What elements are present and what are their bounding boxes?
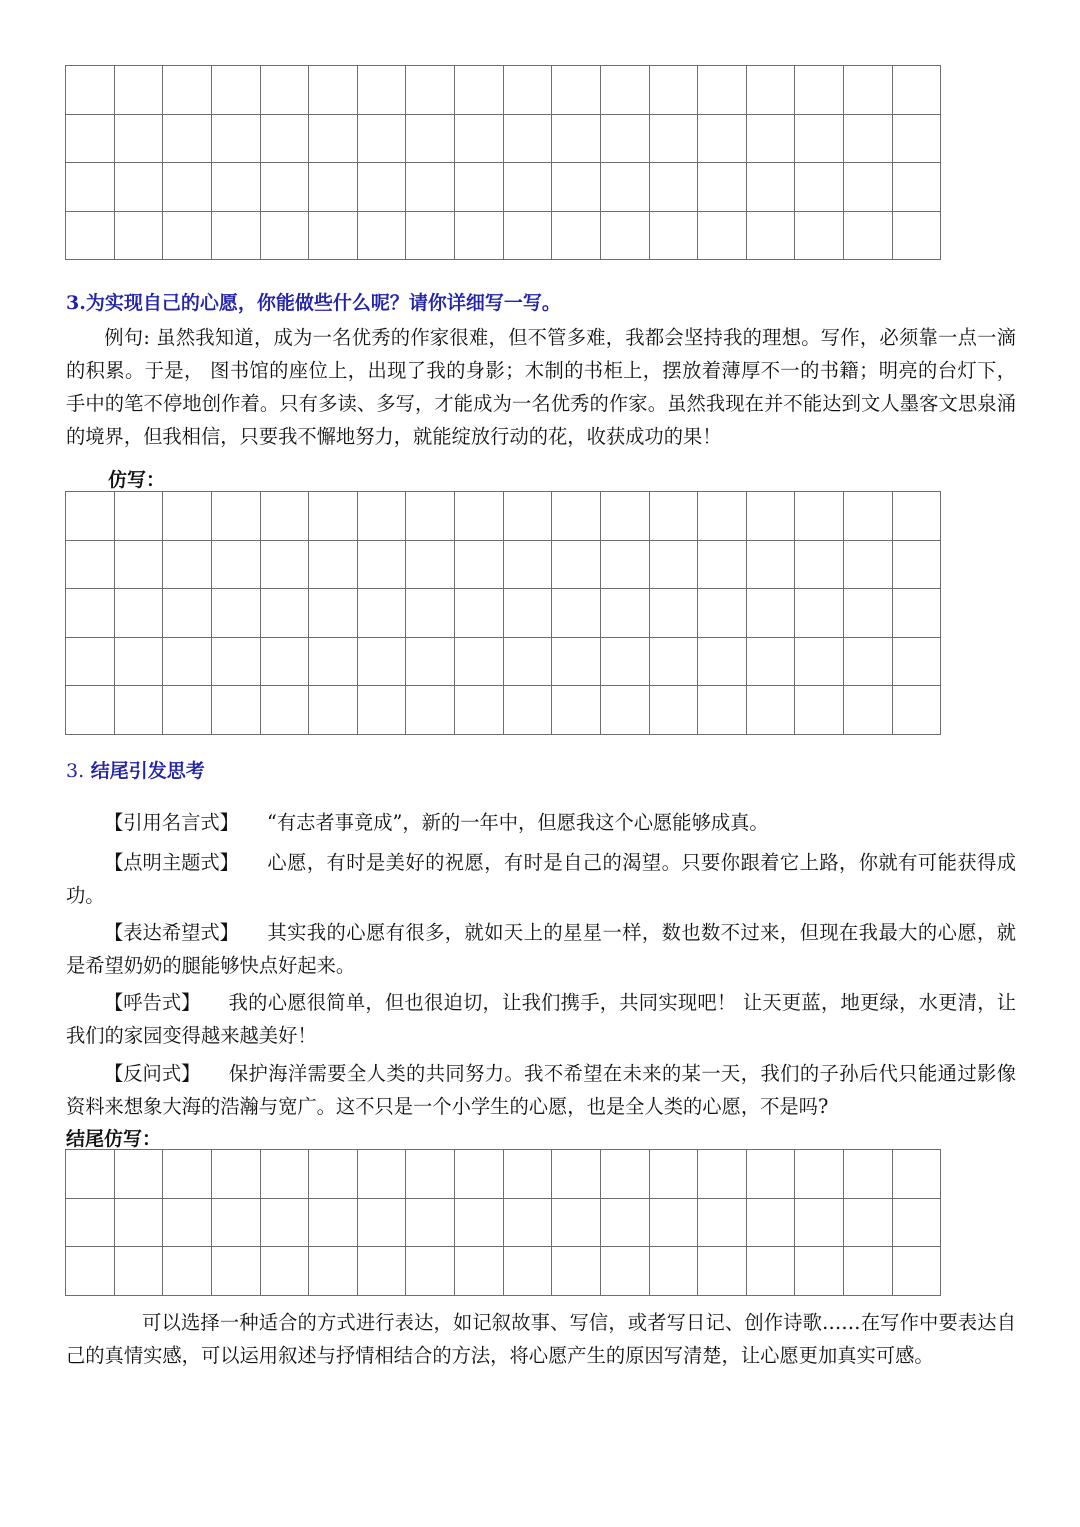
grid-cell[interactable] (552, 686, 601, 735)
grid-cell[interactable] (66, 686, 115, 735)
grid-cell[interactable] (795, 163, 844, 212)
ending-example-hope (66, 916, 1016, 982)
grid-cell[interactable] (746, 66, 795, 115)
grid-cell[interactable] (746, 589, 795, 638)
grid-cell[interactable] (844, 114, 893, 163)
grid-cell[interactable] (552, 492, 601, 541)
grid-cell[interactable] (260, 637, 309, 686)
grid-cell[interactable] (600, 114, 649, 163)
grid-cell[interactable] (357, 686, 406, 735)
grid-cell[interactable] (503, 66, 552, 115)
grid-cell[interactable] (698, 686, 747, 735)
grid-cell[interactable] (66, 163, 115, 212)
grid-cell[interactable] (309, 540, 358, 589)
grid-cell[interactable] (844, 686, 893, 735)
example-label: 例句 (104, 326, 144, 349)
grid-cell[interactable] (503, 589, 552, 638)
imitation-label: 仿写： (108, 469, 166, 491)
grid-cell[interactable] (746, 1247, 795, 1296)
grid-cell[interactable] (503, 211, 552, 260)
grid-cell[interactable] (260, 589, 309, 638)
grid-cell[interactable] (114, 492, 163, 541)
grid-cell[interactable] (649, 1198, 698, 1247)
grid-cell[interactable] (163, 686, 212, 735)
grid-cell[interactable] (844, 211, 893, 260)
grid-cell[interactable] (600, 66, 649, 115)
grid-cell[interactable] (552, 637, 601, 686)
grid-cell[interactable] (600, 589, 649, 638)
grid-cell[interactable] (698, 1247, 747, 1296)
grid-cell[interactable] (746, 163, 795, 212)
grid-cell[interactable] (455, 1150, 504, 1199)
grid-cell[interactable] (503, 114, 552, 163)
grid-cell[interactable] (260, 686, 309, 735)
grid-cell[interactable] (649, 211, 698, 260)
grid-cell[interactable] (698, 589, 747, 638)
grid-cell[interactable] (649, 1247, 698, 1296)
grid-cell[interactable] (114, 1247, 163, 1296)
grid-cell[interactable] (309, 211, 358, 260)
grid-cell[interactable] (892, 163, 941, 212)
grid-cell[interactable] (163, 1247, 212, 1296)
grid-cell[interactable] (892, 211, 941, 260)
grid-cell[interactable] (552, 211, 601, 260)
grid-cell[interactable] (211, 492, 260, 541)
grid-cell[interactable] (600, 211, 649, 260)
grid-cell[interactable] (114, 114, 163, 163)
grid-cell[interactable] (260, 114, 309, 163)
grid-cell[interactable] (892, 540, 941, 589)
section-3b-heading (66, 756, 205, 783)
grid-cell[interactable] (600, 1247, 649, 1296)
grid-cell[interactable] (844, 637, 893, 686)
grid-cell[interactable] (746, 1198, 795, 1247)
writing-grid-top[interactable] (65, 65, 941, 260)
grid-cell[interactable] (260, 492, 309, 541)
ending-text: 其实我的心愿有很多，就如天上的星星一样，数也数不过来，但现在我最大的心愿，就是希望奶奶的腿能够快点好起来。 (66, 921, 1016, 977)
grid-cell[interactable] (455, 540, 504, 589)
grid-cell[interactable] (746, 1150, 795, 1199)
grid-cell[interactable] (795, 589, 844, 638)
grid-cell[interactable] (600, 637, 649, 686)
ending-example-rhetorical (66, 1057, 1016, 1123)
grid-cell[interactable] (698, 66, 747, 115)
ending-tag: 【反问式】 (104, 1062, 201, 1085)
grid-cell[interactable] (795, 211, 844, 260)
grid-cell[interactable] (114, 637, 163, 686)
grid-cell[interactable] (795, 540, 844, 589)
grid-cell[interactable] (649, 66, 698, 115)
grid-cell[interactable] (795, 686, 844, 735)
grid-cell[interactable] (406, 114, 455, 163)
grid-cell[interactable] (600, 686, 649, 735)
grid-cell[interactable] (163, 114, 212, 163)
grid-cell[interactable] (600, 163, 649, 212)
grid-cell[interactable] (698, 114, 747, 163)
grid-cell[interactable] (455, 686, 504, 735)
grid-cell[interactable] (211, 686, 260, 735)
grid-cell[interactable] (309, 163, 358, 212)
grid-cell[interactable] (892, 686, 941, 735)
grid-cell[interactable] (892, 492, 941, 541)
ending-tag: 【点明主题式】 (104, 851, 239, 874)
grid-cell[interactable] (455, 66, 504, 115)
grid-cell[interactable] (552, 540, 601, 589)
grid-cell[interactable] (163, 66, 212, 115)
grid-cell[interactable] (211, 163, 260, 212)
grid-cell[interactable] (406, 211, 455, 260)
ending-text: 我的心愿很简单，但也很迫切，让我们携手，共同实现吧！ 让天更蓝，地更绿，水更清，让我们的家园变得越来越美好！ (66, 991, 1016, 1047)
grid-cell[interactable] (649, 686, 698, 735)
grid-cell[interactable] (649, 163, 698, 212)
grid-cell[interactable] (163, 1198, 212, 1247)
grid-cell[interactable] (66, 1198, 115, 1247)
grid-cell[interactable] (552, 1150, 601, 1199)
grid-cell[interactable] (844, 589, 893, 638)
grid-cell[interactable] (746, 637, 795, 686)
grid-cell[interactable] (309, 637, 358, 686)
grid-cell[interactable] (795, 114, 844, 163)
grid-cell[interactable] (503, 163, 552, 212)
grid-cell[interactable] (649, 540, 698, 589)
closing-note-text: 可以选择一种适合的方式进行表达，如记叙故事、写信，或者写日记、创作诗歌……在写作中要表达自己的真情实感，可以运用叙述与抒情相结合的方法，将心愿产生的原因写清楚，让心愿更加真实可感。 (66, 1311, 1016, 1367)
grid-cell[interactable] (406, 1150, 455, 1199)
grid-cell[interactable] (892, 1247, 941, 1296)
grid-cell[interactable] (795, 1198, 844, 1247)
grid-cell[interactable] (260, 1150, 309, 1199)
grid-row (66, 637, 941, 686)
grid-cell[interactable] (309, 1198, 358, 1247)
grid-cell[interactable] (649, 492, 698, 541)
grid-cell[interactable] (746, 114, 795, 163)
grid-cell[interactable] (309, 114, 358, 163)
grid-cell[interactable] (698, 1150, 747, 1199)
grid-cell[interactable] (309, 492, 358, 541)
grid-cell[interactable] (357, 1247, 406, 1296)
grid-cell[interactable] (892, 1150, 941, 1199)
grid-cell[interactable] (844, 66, 893, 115)
grid-cell[interactable] (600, 492, 649, 541)
grid-cell[interactable] (211, 1247, 260, 1296)
grid-cell[interactable] (795, 637, 844, 686)
grid-row (66, 1150, 941, 1199)
grid-cell[interactable] (844, 492, 893, 541)
ending-tag: 【呼告式】 (104, 991, 201, 1014)
grid-cell[interactable] (698, 637, 747, 686)
grid-cell[interactable] (357, 211, 406, 260)
grid-cell[interactable] (795, 492, 844, 541)
grid-cell[interactable] (163, 163, 212, 212)
section-3b-number: 3. (66, 760, 85, 782)
grid-cell[interactable] (844, 1198, 893, 1247)
grid-cell[interactable] (892, 1198, 941, 1247)
grid-row (66, 1198, 941, 1247)
grid-cell[interactable] (163, 1150, 212, 1199)
grid-cell[interactable] (66, 1150, 115, 1199)
grid-cell[interactable] (211, 66, 260, 115)
grid-cell[interactable] (406, 1247, 455, 1296)
grid-cell[interactable] (163, 492, 212, 541)
grid-cell[interactable] (406, 637, 455, 686)
grid-cell[interactable] (260, 66, 309, 115)
grid-cell[interactable] (552, 1198, 601, 1247)
grid-cell[interactable] (649, 114, 698, 163)
grid-cell[interactable] (552, 114, 601, 163)
grid-row (66, 492, 941, 541)
grid-cell[interactable] (114, 1198, 163, 1247)
grid-cell[interactable] (66, 211, 115, 260)
grid-cell[interactable] (211, 1198, 260, 1247)
grid-cell[interactable] (552, 163, 601, 212)
grid-cell[interactable] (211, 540, 260, 589)
grid-cell[interactable] (503, 540, 552, 589)
ending-example-theme (66, 846, 1016, 912)
grid-cell[interactable] (114, 1150, 163, 1199)
closing-note (66, 1306, 1016, 1372)
grid-cell[interactable] (649, 589, 698, 638)
grid-cell[interactable] (503, 1247, 552, 1296)
grid-cell[interactable] (406, 492, 455, 541)
grid-cell[interactable] (211, 114, 260, 163)
grid-cell[interactable] (503, 492, 552, 541)
grid-cell[interactable] (309, 1150, 358, 1199)
grid-cell[interactable] (892, 66, 941, 115)
ending-text: 心愿，有时是美好的祝愿，有时是自己的渴望。只要你跟着它上路，你就有可能获得成功。 (66, 851, 1016, 907)
grid-cell[interactable] (357, 492, 406, 541)
grid-cell[interactable] (309, 589, 358, 638)
grid-cell[interactable] (746, 686, 795, 735)
grid-row (66, 1247, 941, 1296)
grid-cell[interactable] (698, 540, 747, 589)
grid-cell[interactable] (600, 540, 649, 589)
grid-cell[interactable] (649, 637, 698, 686)
grid-cell[interactable] (455, 637, 504, 686)
grid-cell[interactable] (309, 686, 358, 735)
grid-cell[interactable] (892, 114, 941, 163)
grid-cell[interactable] (211, 589, 260, 638)
grid-cell[interactable] (211, 1150, 260, 1199)
grid-cell[interactable] (114, 540, 163, 589)
ending-example-quote (66, 806, 1016, 839)
ending-text: “有志者事竟成”，新的一年中，但愿我这个心愿能够成真。 (266, 811, 769, 834)
grid-cell[interactable] (309, 1247, 358, 1296)
grid-row (66, 540, 941, 589)
example-paragraph: 例句: 虽然我知道，成为一名优秀的作家很难，但不管多难，我都会坚持我的理想。写作，必须靠一点一滴的积累。于是， 图书馆的座位上，出现了我的身影；木制的书柜上，摆放着薄厚不一的书籍；明亮的台灯下，手中的笔不停地创作着。只有多读、多写，才能成为一名优秀的作家。虽然我现在并不能达到文人墨客文思泉涌的境界，但我相信，只要我不懈地努力，就能绽放行动的花，收获成功的果！ (66, 326, 1016, 448)
grid-cell[interactable] (66, 1247, 115, 1296)
grid-cell[interactable] (163, 540, 212, 589)
grid-cell[interactable] (455, 114, 504, 163)
grid-cell[interactable] (357, 589, 406, 638)
grid-cell[interactable] (844, 163, 893, 212)
grid-cell[interactable] (455, 589, 504, 638)
grid-cell[interactable] (357, 1198, 406, 1247)
section-3b-title: 结尾引发思考 (90, 760, 205, 782)
grid-cell[interactable] (211, 211, 260, 260)
grid-cell[interactable] (455, 211, 504, 260)
example-text: 虽然我知道，成为一名优秀的作家很难，但不管多难，我都会坚持我的理想。写作，必须靠一点一滴的积累。于是， 图书馆的座位上，出现了我的身影；木制的书柜上，摆放着薄厚不一的书籍；明亮的台灯下，手中的笔不停地创作着。只有多读、多写，才能成为一名优秀的作家。虽然我现在并不能达到文人墨客文思泉涌的境界，但我相信，只要我不懈地努力，就能绽放行动的花，收获成功的果！ (66, 326, 1016, 448)
grid-cell[interactable] (455, 1198, 504, 1247)
grid-cell[interactable] (795, 66, 844, 115)
grid-cell[interactable] (746, 492, 795, 541)
grid-cell[interactable] (114, 589, 163, 638)
grid-cell[interactable] (114, 686, 163, 735)
grid-row (66, 589, 941, 638)
grid-cell[interactable] (698, 492, 747, 541)
grid-cell[interactable] (163, 589, 212, 638)
grid-cell[interactable] (698, 163, 747, 212)
grid-cell[interactable] (455, 163, 504, 212)
grid-cell[interactable] (66, 492, 115, 541)
grid-cell[interactable] (600, 1198, 649, 1247)
grid-cell[interactable] (406, 540, 455, 589)
grid-cell[interactable] (455, 492, 504, 541)
grid-cell[interactable] (698, 211, 747, 260)
grid-cell[interactable] (357, 1150, 406, 1199)
grid-cell[interactable] (892, 637, 941, 686)
grid-cell[interactable] (357, 114, 406, 163)
grid-cell[interactable] (260, 163, 309, 212)
grid-cell[interactable] (406, 1198, 455, 1247)
grid-cell[interactable] (114, 66, 163, 115)
grid-cell[interactable] (455, 1247, 504, 1296)
grid-cell[interactable] (844, 1247, 893, 1296)
grid-cell[interactable] (114, 211, 163, 260)
grid-cell[interactable] (260, 1247, 309, 1296)
grid-cell[interactable] (892, 589, 941, 638)
grid-cell[interactable] (357, 66, 406, 115)
ending-example-appeal (66, 986, 1016, 1052)
grid-cell[interactable] (795, 1150, 844, 1199)
grid-cell[interactable] (211, 637, 260, 686)
grid-row (66, 66, 941, 115)
grid-cell[interactable] (844, 540, 893, 589)
grid-row (66, 114, 941, 163)
grid-cell[interactable] (844, 1150, 893, 1199)
grid-cell[interactable] (503, 1198, 552, 1247)
grid-cell[interactable] (406, 589, 455, 638)
grid-cell[interactable] (698, 1198, 747, 1247)
grid-cell[interactable] (66, 114, 115, 163)
grid-cell[interactable] (66, 637, 115, 686)
grid-cell[interactable] (66, 589, 115, 638)
grid-cell[interactable] (114, 163, 163, 212)
grid-cell[interactable] (163, 637, 212, 686)
grid-cell[interactable] (260, 211, 309, 260)
grid-cell[interactable] (746, 540, 795, 589)
ending-tag: 【表达希望式】 (104, 921, 239, 944)
grid-row (66, 163, 941, 212)
grid-cell[interactable] (357, 163, 406, 212)
grid-row (66, 211, 941, 260)
grid-cell[interactable] (600, 1150, 649, 1199)
grid-cell[interactable] (163, 211, 212, 260)
ending-tag: 【引用名言式】 (104, 811, 239, 834)
grid-cell[interactable] (260, 1198, 309, 1247)
grid-cell[interactable] (406, 163, 455, 212)
writing-grid-imitation[interactable] (65, 491, 941, 735)
grid-cell[interactable] (552, 589, 601, 638)
grid-cell[interactable] (406, 686, 455, 735)
grid-cell[interactable] (746, 211, 795, 260)
grid-cell[interactable] (503, 1150, 552, 1199)
grid-cell[interactable] (406, 66, 455, 115)
grid-cell[interactable] (503, 686, 552, 735)
section-3-question: 3.为实现自己的心愿，你能做些什么呢？请你详细写一写。 (66, 292, 561, 314)
grid-cell[interactable] (649, 1150, 698, 1199)
grid-cell[interactable] (309, 66, 358, 115)
grid-cell[interactable] (795, 1247, 844, 1296)
grid-cell[interactable] (66, 540, 115, 589)
grid-cell[interactable] (552, 66, 601, 115)
ending-text: 保护海洋需要全人类的共同努力。我不希望在未来的某一天，我们的子孙后代只能通过影像资料来想象大海的浩瀚与宽广。这不只是一个小学生的心愿，也是全人类的心愿，不是吗? (66, 1062, 1016, 1118)
ending-imitation-label: 结尾仿写： (66, 1128, 162, 1150)
grid-cell[interactable] (66, 66, 115, 115)
grid-row (66, 686, 941, 735)
grid-cell[interactable] (260, 540, 309, 589)
grid-cell[interactable] (357, 637, 406, 686)
grid-cell[interactable] (552, 1247, 601, 1296)
writing-grid-ending[interactable] (65, 1149, 941, 1296)
grid-cell[interactable] (503, 637, 552, 686)
grid-cell[interactable] (357, 540, 406, 589)
